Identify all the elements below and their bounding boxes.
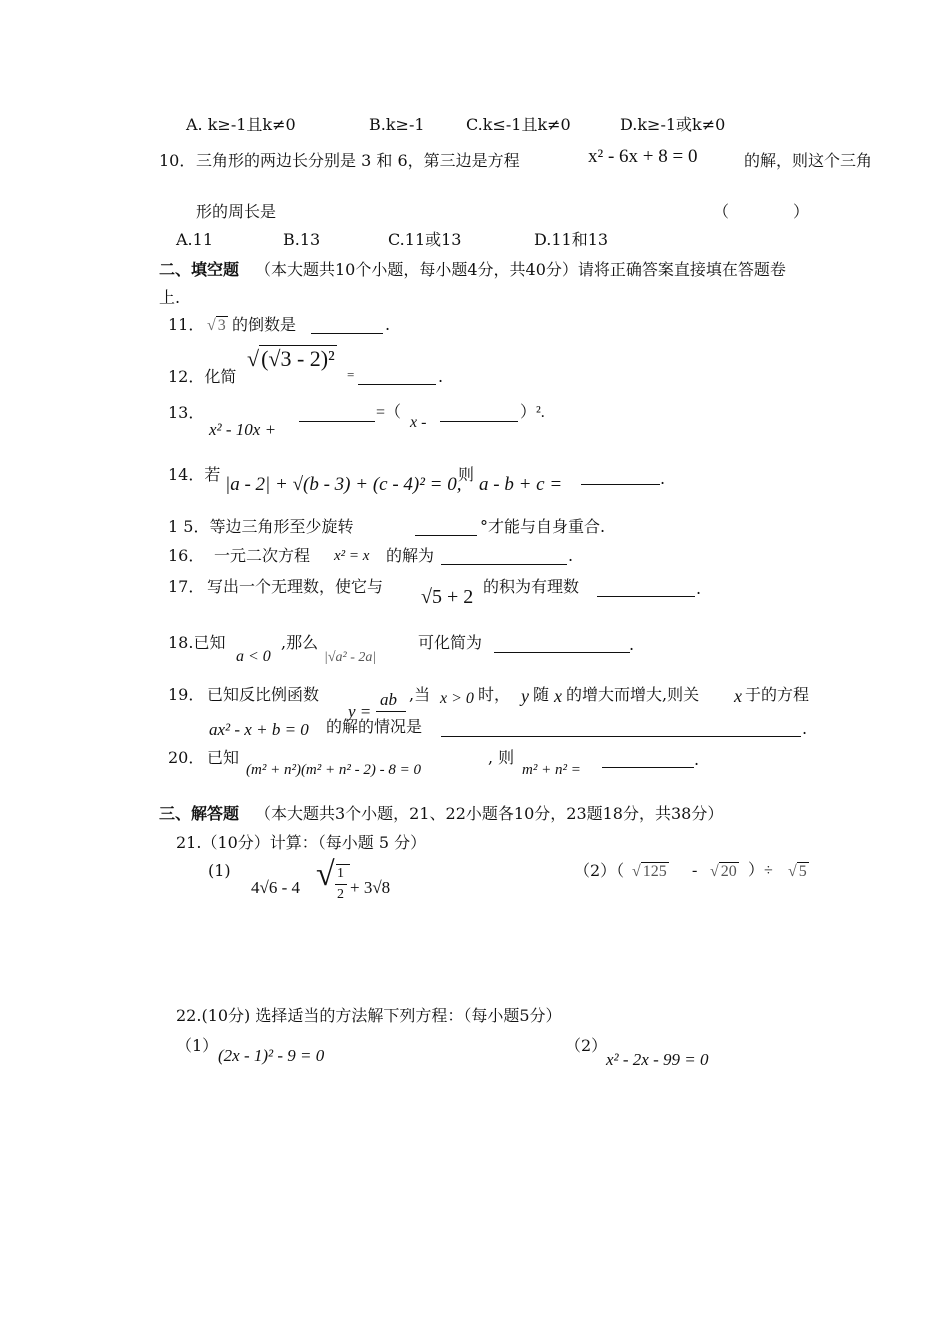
q19-equation: ax² - x + b = 0 <box>209 720 309 739</box>
q20-end: . <box>694 750 700 769</box>
q19-text-shi: 时， <box>478 685 511 704</box>
q22-part2-equation: x² - 2x - 99 = 0 <box>606 1050 709 1069</box>
q21-part2-minus: - <box>692 862 698 879</box>
q13-close: ）². <box>520 404 545 421</box>
q18-text-cont: 可化简为 <box>418 633 483 652</box>
q21-part2-radicand-c: 5 <box>798 863 807 880</box>
q19-condition: x > 0 <box>440 690 474 707</box>
q21-part2-radicand-b: 20 <box>720 863 737 880</box>
q16-end: . <box>568 546 574 565</box>
q20-ask: m² + n² = <box>522 762 581 778</box>
section3-title: 三、解答题 <box>159 804 240 823</box>
q13-blank-1[interactable] <box>299 421 375 422</box>
q19-text-sui: 随 <box>533 685 550 704</box>
q19-x-var-2: x <box>734 686 742 706</box>
section2-title: 二、填空题 <box>159 260 240 279</box>
q13-blank-2[interactable] <box>440 421 518 422</box>
q9-option-c: C.k≤-1且k≠0 <box>466 115 571 134</box>
q13-x: x - <box>410 414 427 431</box>
q9-option-b: B.k≥-1 <box>369 115 425 134</box>
q21-part2-radical-a: √ 125 <box>632 863 667 880</box>
q14-label: 14．若 <box>168 465 221 484</box>
section2-desc-cont: 上. <box>159 288 181 307</box>
q16-text-cont: 的解为 <box>386 546 435 565</box>
q15-answer-blank[interactable] <box>415 535 477 536</box>
q9-option-a: A. k≥-1且k≠0 <box>186 115 296 134</box>
q20-text-then: , 则 <box>488 748 515 767</box>
q10-equation: x² - 6x + 8 = 0 <box>588 146 698 167</box>
q19-func-y: y = <box>348 702 372 721</box>
q10-option-c: C.11或13 <box>388 230 462 249</box>
q10-number: 10． <box>159 151 196 170</box>
q22-part1-equation: (2x - 1)² - 9 = 0 <box>218 1046 325 1065</box>
q13-equals: =（ <box>376 404 402 421</box>
q10-option-b: B.13 <box>283 230 321 249</box>
q21-part2-radicand-a: 125 <box>642 863 667 880</box>
q14-expression: |a - 2| + √(b - 3) + (c - 4)² = 0, <box>225 474 462 495</box>
q11-answer-blank[interactable] <box>311 333 383 334</box>
q18-label: 18.已知 <box>168 633 226 652</box>
q10-text-line2: 形的周长是 <box>196 202 277 221</box>
q11-number: 11． <box>168 315 205 334</box>
q12-answer-blank[interactable] <box>358 384 436 385</box>
q18-text: ,那么 <box>281 633 319 652</box>
q17-text-cont: 的积为有理数 <box>483 577 580 596</box>
q11-text: 的倒数是 <box>232 315 297 334</box>
q18-end: . <box>629 635 635 654</box>
q21-part1-frac-den: 2 <box>337 887 344 902</box>
q21-part2-close: ）÷ <box>748 862 773 879</box>
q22-part1-label: （1） <box>176 1036 219 1055</box>
q22-part2-label: （2） <box>565 1036 608 1055</box>
q16-text: 一元二次方程 <box>214 546 311 565</box>
q19-end: . <box>802 719 808 738</box>
q19-text-solution: 的解的情况是 <box>326 717 423 736</box>
q13-number: 13． <box>168 403 205 422</box>
q13-lhs: x² - 10x + <box>209 420 277 439</box>
q16-number: 16． <box>168 546 205 565</box>
q21-heading: 21.（10分）计算：（每小题 5 分） <box>176 833 427 852</box>
q21-part2-radical-c: √ 5 <box>788 863 807 880</box>
q17-end: . <box>696 579 702 598</box>
q15-degree-text: °才能与自身重合. <box>480 517 606 536</box>
q10-text-cont: 的解，则这个三角 <box>744 151 873 170</box>
q18-expression: |√a² - 2a| <box>324 650 377 665</box>
q17-answer-blank[interactable] <box>597 596 695 597</box>
q19-func-numerator: ab <box>380 690 397 709</box>
q21-part1-radical: √ <box>316 856 335 893</box>
q19-text-increase: 的增大而增大,则关 <box>566 685 700 704</box>
q21-part1-frac-num: 1 <box>337 866 344 881</box>
q12-expression: √(√3 - 2)² <box>247 346 335 371</box>
q19-text: 已知反比例函数 <box>207 685 320 704</box>
q22-heading: 22.(10分) 选择适当的方法解下列方程：（每小题5分） <box>176 1006 562 1025</box>
q19-answer-blank[interactable] <box>441 736 801 737</box>
q14-end: . <box>660 469 666 488</box>
q10-answer-paren: （ ） <box>713 202 810 221</box>
q21-part1-radical-bar <box>336 864 350 865</box>
q18-answer-blank[interactable] <box>494 652 630 653</box>
q17-text: 写出一个无理数，使它与 <box>207 577 384 596</box>
q16-answer-blank[interactable] <box>441 564 567 565</box>
q19-text-eq: 于的方程 <box>745 685 810 704</box>
q17-number: 17． <box>168 577 205 596</box>
q20-expression: (m² + n²)(m² + n² - 2) - 8 = 0 <box>246 762 421 778</box>
q17-expression: √5 + 2 <box>421 586 474 608</box>
q11-end: . <box>385 315 391 334</box>
q18-condition: a < 0 <box>236 648 271 665</box>
q21-part1-label: (1) <box>208 861 231 880</box>
q11-radical: √ 3 <box>207 317 226 334</box>
q21-part1-expr-a: 4√6 - 4 <box>251 878 300 897</box>
q9-option-d: D.k≥-1或k≠0 <box>620 115 726 134</box>
q12-radicand: (√3 - 2)² <box>261 346 335 371</box>
q19-fraction-bar <box>376 711 406 712</box>
q12-label: 12．化简 <box>168 367 237 386</box>
q14-answer-blank[interactable] <box>581 484 660 485</box>
q15-text: 1 5．等边三角形至少旋转 <box>168 517 354 536</box>
section3-desc: （本大题共3个小题，21、22小题各10分，23题18分，共38分） <box>255 804 724 823</box>
q19-x-var: x <box>554 686 562 706</box>
q11-radicand: 3 <box>217 317 226 334</box>
q20-answer-blank[interactable] <box>602 767 694 768</box>
q21-part2-radical-b: √ 20 <box>710 863 737 880</box>
q16-equation: x² = x <box>334 548 370 564</box>
q21-part1-frac-bar <box>335 884 347 885</box>
q12-equals: = <box>347 367 355 382</box>
q14-then: 则 <box>458 465 475 484</box>
section2-desc: （本大题共10个小题，每小题4分，共40分）请将正确答案直接填在答题卷 <box>255 260 786 279</box>
q20-number: 20． <box>168 748 205 767</box>
q19-text-when: ,当 <box>409 685 431 704</box>
q19-number: 19． <box>168 685 205 704</box>
q10-option-a: A.11 <box>176 230 213 249</box>
q21-part1-expr-b: + 3√8 <box>350 878 391 897</box>
q21-part2-label: （2）（ <box>574 861 625 880</box>
q10-option-d: D.11和13 <box>534 230 609 249</box>
q20-text: 已知 <box>207 748 240 767</box>
q12-end: . <box>438 367 444 386</box>
q14-ask: a - b + c = <box>479 474 563 495</box>
q19-y-var: y <box>521 686 529 706</box>
q10-text: 三角形的两边长分别是 3 和 6，第三边是方程 <box>196 151 520 170</box>
